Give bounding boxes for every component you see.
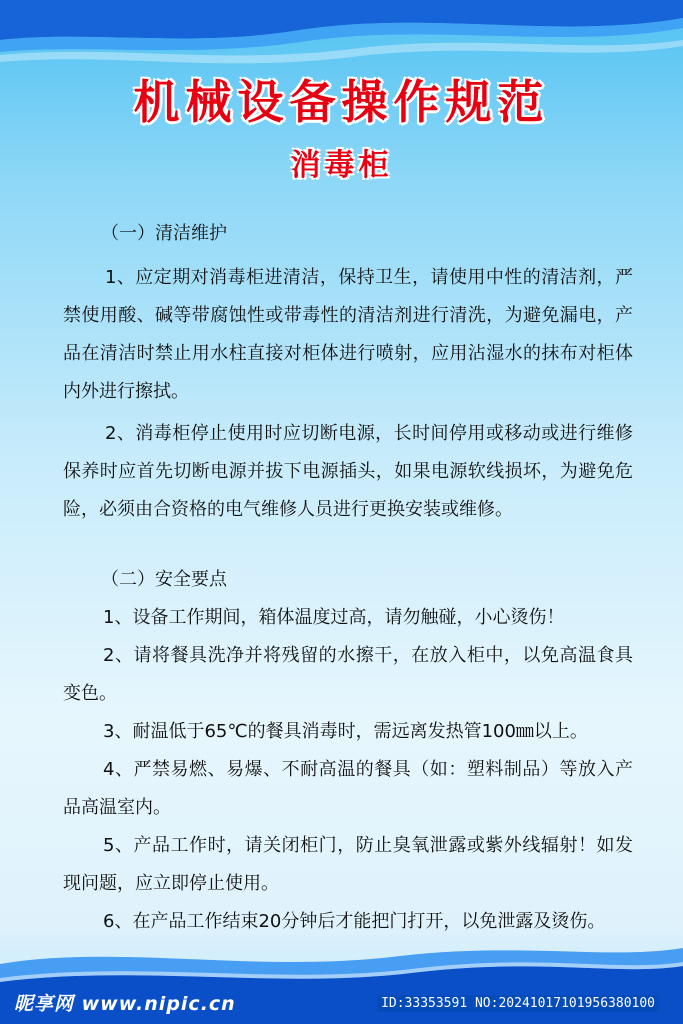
paragraph: 1、应定期对消毒柜进清洁，保持卫生，请使用中性的清洁剂，严禁使用酸、碱等带腐蚀性或带毒性的清洁剂进行清洗，为避免漏电，产品在清洁时禁止用水柱直接对柜体进行喷射，应用沾湿水的抹布对柜体内外进行擦拭。 <box>63 267 633 402</box>
document-body <box>63 215 633 941</box>
section-heading: （二）安全要点 <box>101 569 227 590</box>
watermark-id: ID:33353591 NO:20241017101956380100 <box>377 995 659 1012</box>
list-item: 6、在产品工作结束20分钟后才能把门打开，以免泄露及烫伤。 <box>103 911 606 932</box>
list-item: 4、严禁易燃、易爆、不耐高温的餐具（如：塑料制品）等放入产品高温室内。 <box>63 759 633 818</box>
list-item: 3、耐温低于65℃的餐具消毒时，需远离发热管100㎜以上。 <box>103 721 588 742</box>
page-title: 机械设备操作规范 <box>133 75 550 129</box>
list-item: 1、设备工作期间，箱体温度过高，请勿触碰，小心烫伤！ <box>103 607 565 628</box>
watermark-logo: 昵享网 www.nipic.cn <box>14 993 236 1015</box>
list-item: 5、产品工作时，请关闭柜门，防止臭氧泄露或紫外线辐射！如发现问题，应立即停止使用。 <box>63 835 633 894</box>
page-subtitle: 消毒柜 <box>290 148 393 183</box>
section-heading: （一）清洁维护 <box>101 223 227 244</box>
list-item: 2、请将餐具洗净并将残留的水擦干，在放入柜中，以免高温食具变色。 <box>63 645 633 704</box>
paragraph: 2、消毒柜停止使用时应切断电源，长时间停用或移动或进行维修保养时应首先切断电源并拔下电源插头，如果电源软线损坏，为避免危险，必须由合资格的电气维修人员进行更换安装或维修。 <box>63 423 633 520</box>
